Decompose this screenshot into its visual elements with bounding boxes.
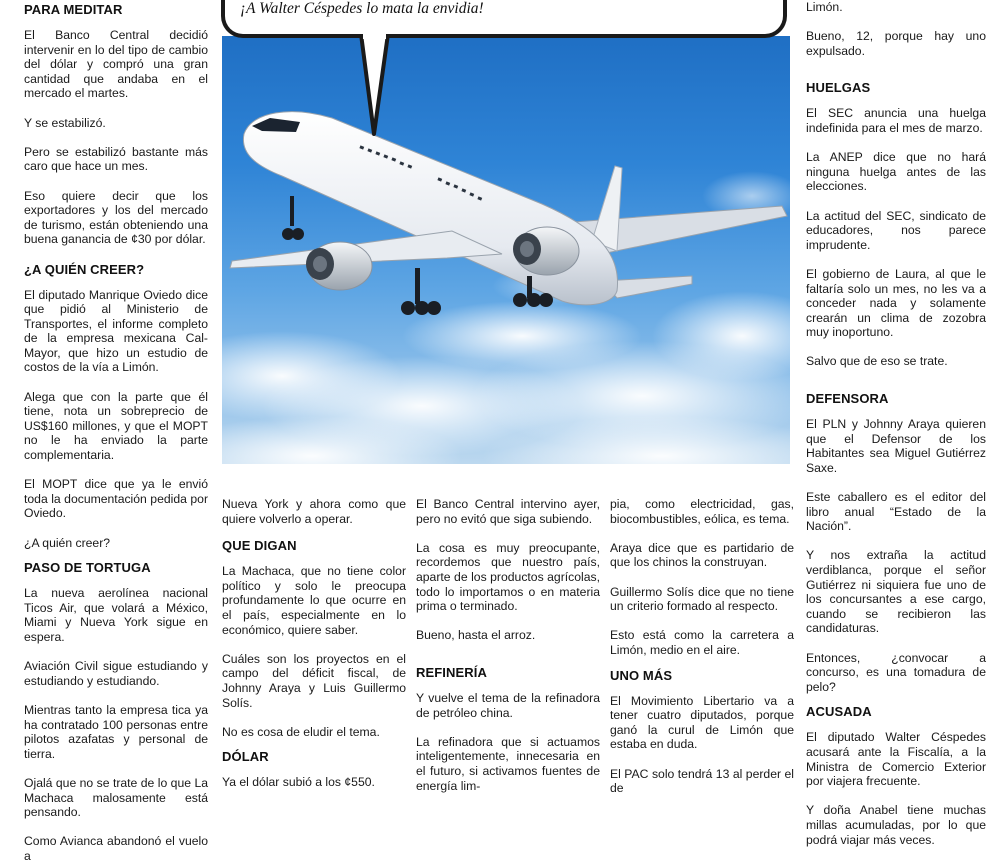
paragraph: Salvo que de eso se trate. xyxy=(806,354,948,369)
paragraph: El gobierno de Laura, al que le faltaría solo un mes, no les va a conceder nada y solamente crearán un clima de zozobra muy inoportuno. xyxy=(806,266,986,340)
heading-a-quien-creer: ¿A QUIÉN CREER? xyxy=(24,261,145,277)
paragraph: El PLN y Johnny Araya quieren que el Defensor de los Habitantes sea Miguel Gutiérrez Saxe. xyxy=(806,417,986,475)
paragraph: La actitud del SEC, sindicato de educadores, nos parece imprudente. xyxy=(806,208,986,252)
heading-que-digan: QUE DIGAN xyxy=(222,538,297,554)
paragraph: Limón. xyxy=(806,0,843,14)
paragraph: El diputado Manrique Oviedo dice que pidió al Ministerio de Transportes, el informe completo de la empresa mexicana Cal-Mayor, que hizo un estudio de costos de la vía a Limón. xyxy=(24,287,208,375)
paragraph: El MOPT dice que ya le envió toda la documentación pedida por Oviedo. xyxy=(24,477,208,521)
paragraph: Ya el dólar subió a los ¢550. xyxy=(222,775,375,790)
paragraph: El PAC solo tendrá 13 al perder el de xyxy=(610,766,794,796)
column-5 xyxy=(806,0,986,847)
airplane-photo xyxy=(222,36,790,464)
heading-dolar: DÓLAR xyxy=(222,749,269,765)
speech-bubble-tail xyxy=(358,34,392,140)
paragraph: Este caballero es el editor del libro anual “Estado de la Nación”. xyxy=(806,490,986,534)
paragraph: Y doña Anabel tiene muchas millas acumuladas, por lo que podrá viajar más veces. xyxy=(806,803,986,847)
speech-bubble-text: ¡A Walter Céspedes lo mata la envidia! xyxy=(240,0,484,17)
paragraph: La cosa es muy preocupante, recordemos que nuestro país, aparte de los productos agrícolas, todo lo importamos o en materia prima o terminado. xyxy=(416,540,600,614)
paragraph: Araya dice que es partidario de que los chinos la construyan. xyxy=(610,540,794,570)
column-3 xyxy=(416,497,600,804)
paragraph: La nueva aerolínea nacional Ticos Air, que volará a México, Miami y Nueva York sigue en espera. xyxy=(24,586,208,644)
column-4 xyxy=(610,497,794,804)
airplane-illustration xyxy=(222,36,790,464)
column-1 xyxy=(24,0,208,863)
paragraph: Nueva York y ahora como que quiere volverlo a operar. xyxy=(222,497,406,526)
heading-paso-de-tortuga: PASO DE TORTUGA xyxy=(24,560,151,576)
paragraph: El SEC anuncia una huelga indefinida para el mes de marzo. xyxy=(806,106,986,135)
paragraph: Y nos extraña la actitud verdiblanca, porque el señor Gutiérrez ni siquiera fue uno de los concursantes a ese cargo, cuando se recibieron las candidaturas. xyxy=(806,548,986,636)
paragraph: El Banco Central intervino ayer, pero no evitó que siga subiendo. xyxy=(416,497,600,526)
paragraph: Bueno, 12, porque hay uno expulsado. xyxy=(806,29,986,58)
paragraph: ¿A quién creer? xyxy=(24,535,111,550)
heading-para-meditar: PARA MEDITAR xyxy=(24,2,123,17)
paragraph: Mientras tanto la empresa tica ya ha contratado 100 personas entre pilotos azafatas y personal de tierra. xyxy=(24,702,208,761)
paragraph: Entonces, ¿convocar a concurso, es una tomadura de pelo? xyxy=(806,650,986,694)
paragraph: Cuáles son los proyectos en el campo del déficit fiscal, de Johnny Araya y Luis Guillermo Solís. xyxy=(222,651,406,710)
paragraph: Y se estabilizó. xyxy=(24,115,106,130)
paragraph: Como Avianca abandonó el vuelo a xyxy=(24,834,208,863)
paragraph: El Banco Central decidió intervenir en lo del tipo de cambio del dólar y compró una gran cantidad que andaba en el mercado el martes. xyxy=(24,28,208,101)
heading-refineria: REFINERÍA xyxy=(416,664,487,680)
paragraph: Esto está como la carretera a Limón, medio en el aire. xyxy=(610,628,794,657)
heading-uno-mas: UNO MÁS xyxy=(610,667,673,683)
paragraph: Aviación Civil sigue estudiando y estudiando y estudiando. xyxy=(24,659,208,688)
paragraph: El Movimiento Libertario va a tener cuatro diputados, porque ganó la curul de Limón que estaba en duda. xyxy=(610,693,794,752)
paragraph: Eso quiere decir que los exportadores y los del mercado de turismo, están obteniendo una buena ganancia de ¢30 por dólar. xyxy=(24,188,208,247)
column-2 xyxy=(222,497,406,804)
paragraph: La Machaca, que no tiene color político y solo le preocupa profundamente lo que ocurre en el país, especialmente en lo económico, quiere saber. xyxy=(222,564,406,637)
paragraph: El diputado Walter Céspedes acusará ante la Fiscalía, a la Ministra de Comercio Exterior por viajera frecuente. xyxy=(806,730,986,789)
paragraph: Ojalá que no se trate de lo que La Machaca malosamente está pensando. xyxy=(24,775,208,820)
paragraph: Bueno, hasta el arroz. xyxy=(416,628,536,643)
heading-defensora: DEFENSORA xyxy=(806,391,889,407)
paragraph: Y vuelve el tema de la refinadora de petróleo china. xyxy=(416,690,600,720)
paragraph: No es cosa de eludir el tema. xyxy=(222,724,380,739)
heading-huelgas: HUELGAS xyxy=(806,80,871,96)
paragraph: Pero se estabilizó bastante más caro que hace un mes. xyxy=(24,144,208,174)
paragraph: La ANEP dice que no hará ninguna huelga antes de las elecciones. xyxy=(806,150,986,194)
paragraph: Alega que con la parte que él tiene, nota un sobreprecio de US$160 millones, y que el MOPT no le ha enviado la parte complementaria. xyxy=(24,389,208,463)
heading-acusada: ACUSADA xyxy=(806,704,872,720)
paragraph: Guillermo Solís dice que no tiene un criterio formado al respecto. xyxy=(610,584,794,614)
paragraph: pia, como electricidad, gas, biocombustibles, eólica, es tema. xyxy=(610,497,794,526)
paragraph: La refinadora que si actuamos inteligentemente, innecesaria en el futuro, si activamos fuentes de energía lim- xyxy=(416,734,600,793)
